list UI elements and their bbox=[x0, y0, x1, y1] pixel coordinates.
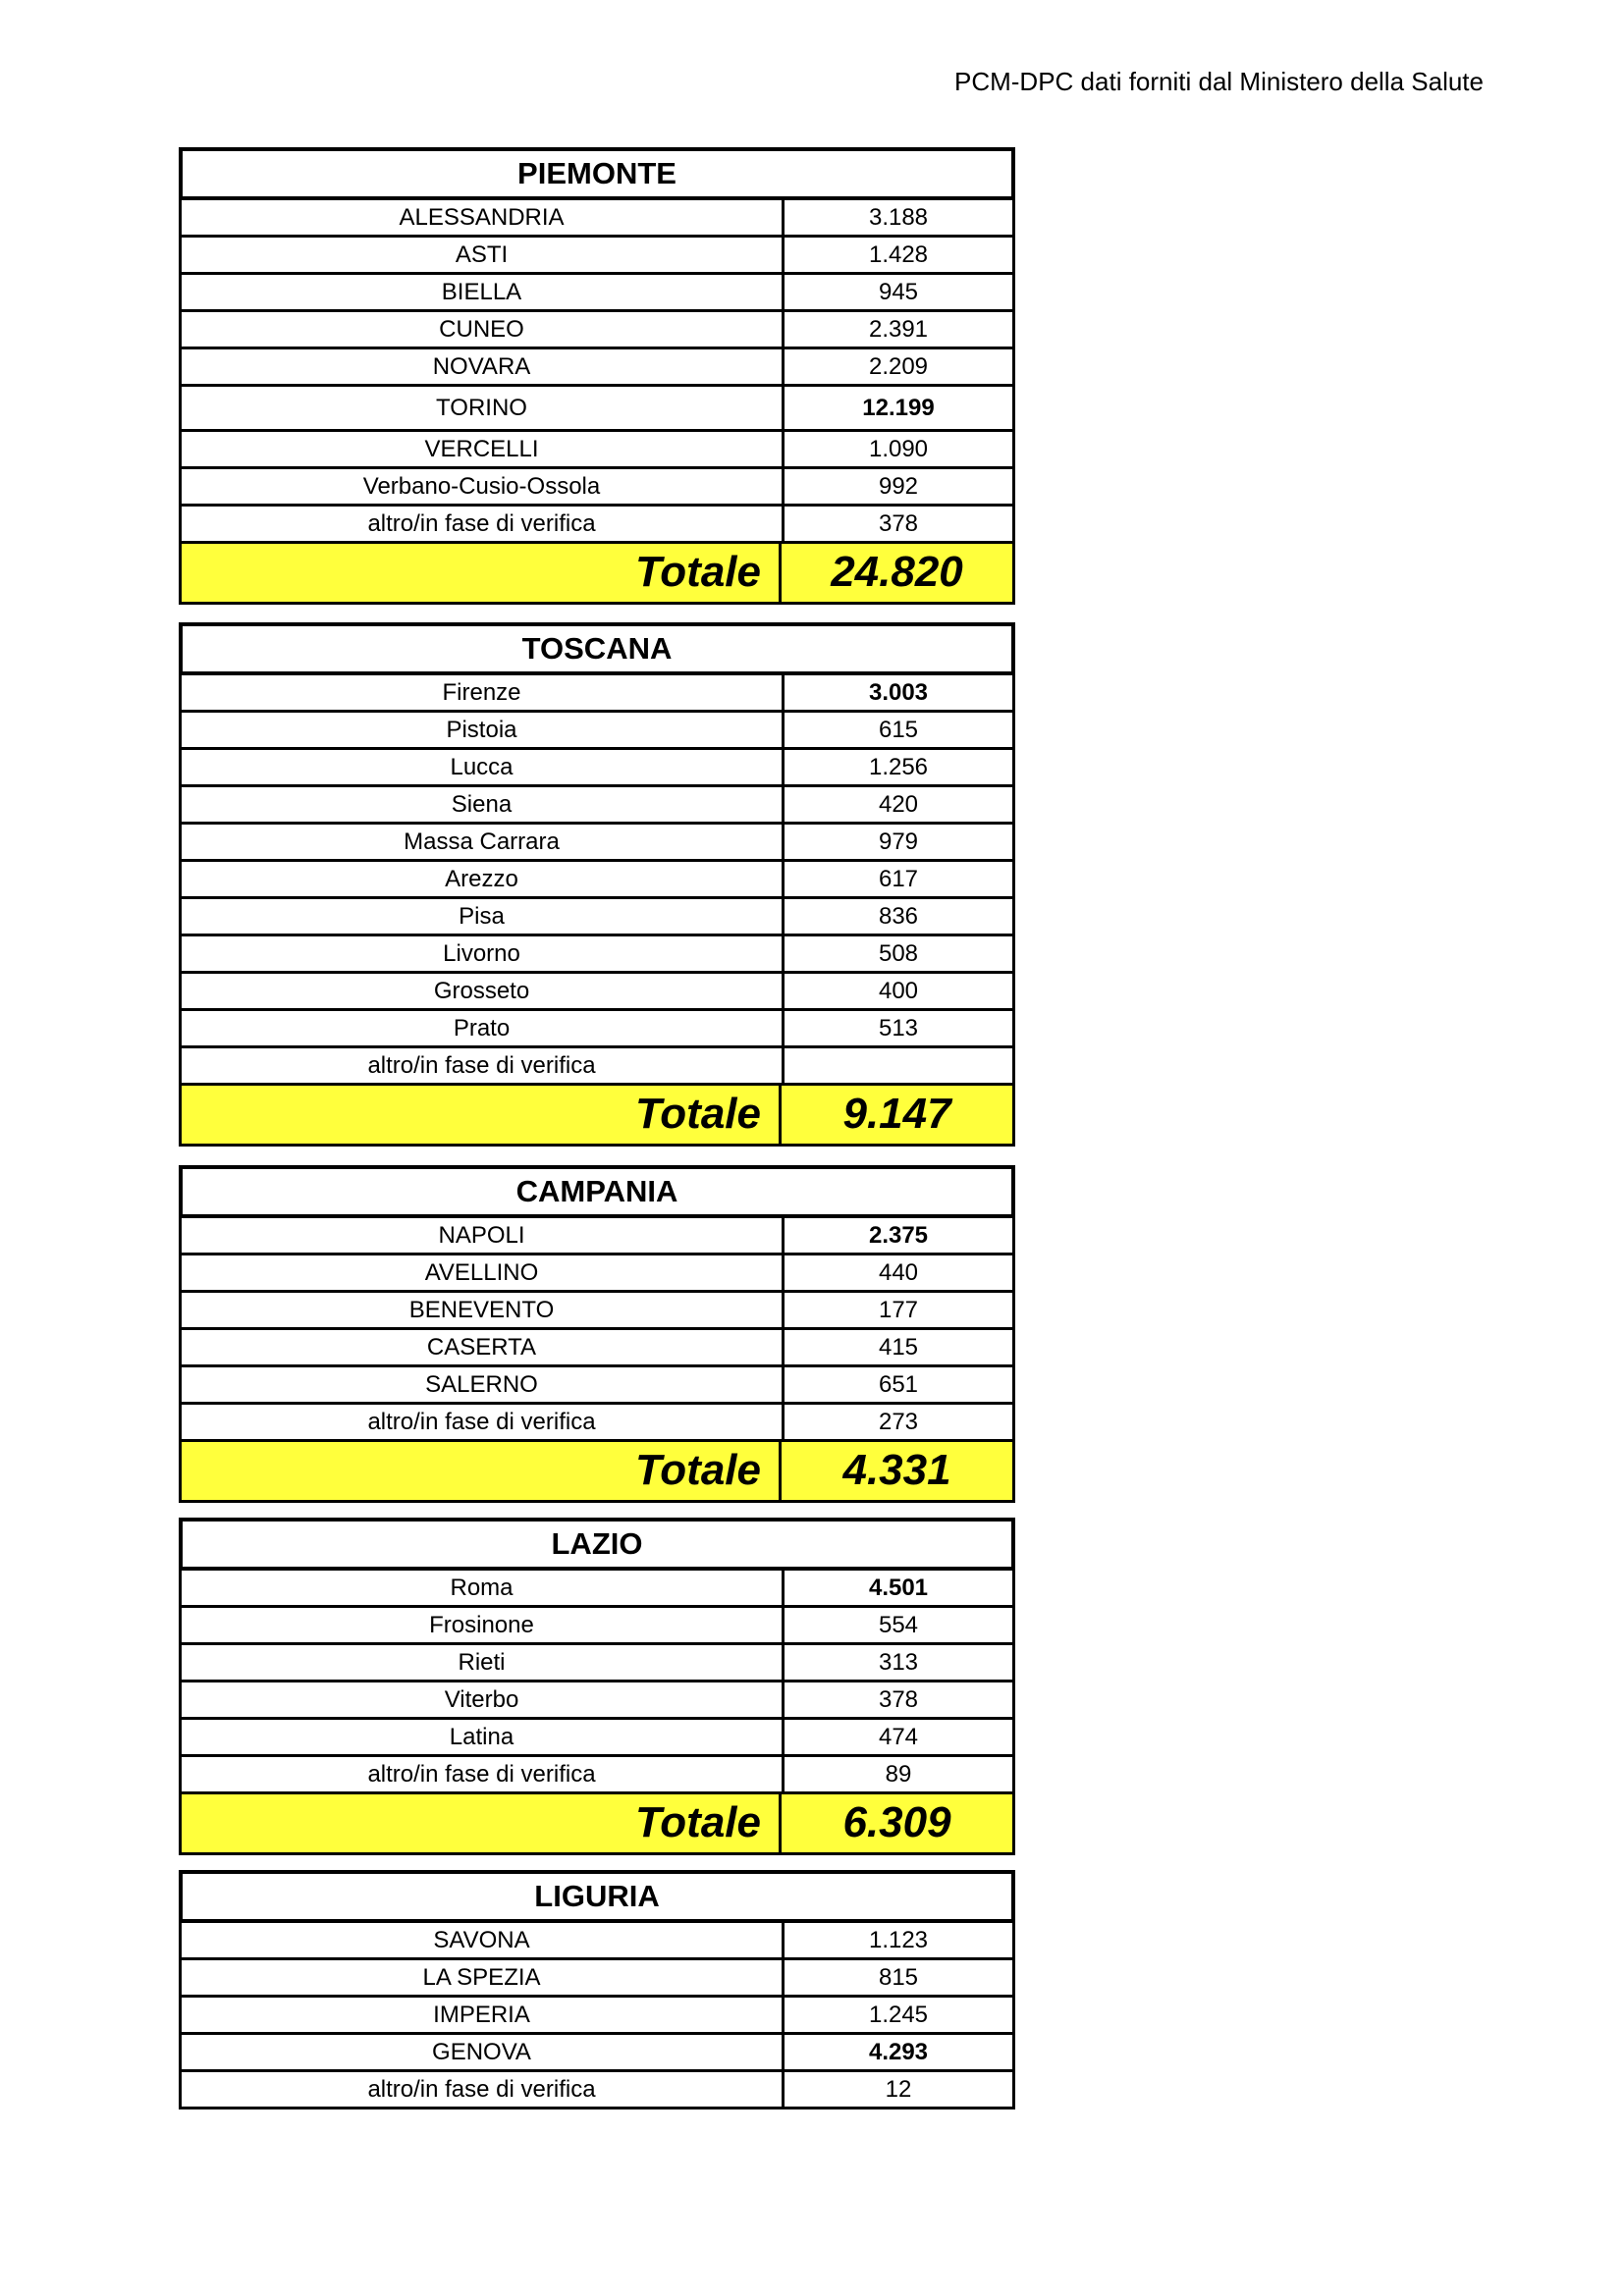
province-value: 440 bbox=[878, 1259, 919, 1286]
total-label: Totale bbox=[182, 1086, 782, 1144]
table-row bbox=[182, 713, 1012, 750]
province-value: 378 bbox=[878, 1686, 919, 1713]
region-table-toscana bbox=[179, 622, 1015, 1147]
province-name: Grosseto bbox=[182, 974, 785, 1008]
province-name: IMPERIA bbox=[182, 1998, 785, 2032]
table-row bbox=[182, 1367, 1012, 1405]
total-value: 9.147 bbox=[842, 1090, 951, 1138]
province-name: BIELLA bbox=[182, 275, 785, 309]
province-name: Firenze bbox=[182, 675, 785, 710]
province-name: altro/in fase di verifica bbox=[182, 2072, 785, 2107]
province-name: Frosinone bbox=[182, 1608, 785, 1642]
region-table-liguria bbox=[179, 1870, 1015, 2109]
region-rows bbox=[179, 1571, 1015, 1794]
province-value: 4.293 bbox=[868, 2039, 929, 2065]
total-row bbox=[179, 544, 1015, 605]
province-name: NOVARA bbox=[182, 349, 785, 384]
province-name: Roma bbox=[182, 1571, 785, 1605]
table-row bbox=[182, 1720, 1012, 1757]
province-name: Prato bbox=[182, 1011, 785, 1045]
province-name: Verbano-Cusio-Ossola bbox=[182, 469, 785, 504]
table-row bbox=[182, 275, 1012, 312]
province-value: 815 bbox=[878, 1964, 919, 1991]
table-row bbox=[182, 2035, 1012, 2072]
total-label: Totale bbox=[182, 544, 782, 602]
region-title: LIGURIA bbox=[179, 1870, 1015, 1923]
province-name: altro/in fase di verifica bbox=[182, 507, 785, 541]
total-label: Totale bbox=[182, 1794, 782, 1852]
province-value: 554 bbox=[878, 1612, 919, 1638]
province-value: 177 bbox=[878, 1297, 919, 1323]
region-title: LAZIO bbox=[179, 1518, 1015, 1571]
province-value: 1.256 bbox=[868, 754, 929, 780]
table-row bbox=[182, 1923, 1012, 1960]
province-value: 4.501 bbox=[868, 1575, 929, 1601]
table-row bbox=[182, 750, 1012, 787]
province-value: 378 bbox=[878, 510, 919, 537]
province-value: 979 bbox=[878, 828, 919, 855]
province-name: ASTI bbox=[182, 238, 785, 272]
table-row bbox=[182, 387, 1012, 432]
table-row bbox=[182, 469, 1012, 507]
province-value: 651 bbox=[878, 1371, 919, 1398]
total-value: 24.820 bbox=[831, 548, 963, 596]
source-note: PCM-DPC dati forniti dal Ministero della Salute bbox=[954, 67, 1484, 96]
province-value: 508 bbox=[878, 940, 919, 967]
province-value: 1.123 bbox=[868, 1927, 929, 1953]
province-value: 3.188 bbox=[868, 204, 929, 231]
table-row bbox=[182, 936, 1012, 974]
province-value: 89 bbox=[885, 1761, 912, 1788]
total-value: 4.331 bbox=[842, 1446, 951, 1494]
table-row bbox=[182, 1330, 1012, 1367]
table-row bbox=[182, 1645, 1012, 1682]
province-value: 1.428 bbox=[868, 241, 929, 268]
province-name: Pisa bbox=[182, 899, 785, 934]
province-name: LA SPEZIA bbox=[182, 1960, 785, 1995]
table-row bbox=[182, 899, 1012, 936]
province-name: altro/in fase di verifica bbox=[182, 1048, 785, 1083]
province-name: Massa Carrara bbox=[182, 825, 785, 859]
table-row bbox=[182, 825, 1012, 862]
province-name: BENEVENTO bbox=[182, 1293, 785, 1327]
table-row bbox=[182, 1960, 1012, 1998]
table-row bbox=[182, 312, 1012, 349]
region-table-campania bbox=[179, 1165, 1015, 1503]
province-name: Lucca bbox=[182, 750, 785, 784]
region-rows bbox=[179, 1923, 1015, 2109]
region-title: TOSCANA bbox=[179, 622, 1015, 675]
table-row bbox=[182, 675, 1012, 713]
province-name: VERCELLI bbox=[182, 432, 785, 466]
province-name: Siena bbox=[182, 787, 785, 822]
province-value: 2.375 bbox=[868, 1222, 929, 1249]
province-value: 615 bbox=[878, 717, 919, 743]
province-value: 313 bbox=[878, 1649, 919, 1676]
province-value: 12 bbox=[885, 2076, 912, 2103]
table-row bbox=[182, 238, 1012, 275]
province-value: 2.391 bbox=[868, 316, 929, 343]
province-name: Latina bbox=[182, 1720, 785, 1754]
table-row bbox=[182, 1608, 1012, 1645]
province-value: 945 bbox=[878, 279, 919, 305]
table-row bbox=[182, 2072, 1012, 2107]
province-name: SALERNO bbox=[182, 1367, 785, 1402]
province-value: 1.245 bbox=[868, 2002, 929, 2028]
province-value: 617 bbox=[878, 866, 919, 892]
province-value: 3.003 bbox=[868, 679, 929, 706]
table-row bbox=[182, 1255, 1012, 1293]
region-rows bbox=[179, 200, 1015, 544]
province-name: TORINO bbox=[182, 387, 785, 429]
province-name: GENOVA bbox=[182, 2035, 785, 2069]
province-name: altro/in fase di verifica bbox=[182, 1405, 785, 1439]
total-value: 6.309 bbox=[842, 1798, 951, 1846]
province-value: 2.209 bbox=[868, 353, 929, 380]
province-name: AVELLINO bbox=[182, 1255, 785, 1290]
province-name: Viterbo bbox=[182, 1682, 785, 1717]
province-value: 12.199 bbox=[862, 395, 935, 421]
region-title: PIEMONTE bbox=[179, 147, 1015, 200]
province-value: 513 bbox=[878, 1015, 919, 1041]
table-row bbox=[182, 432, 1012, 469]
province-value: 415 bbox=[878, 1334, 919, 1361]
table-row bbox=[182, 1405, 1012, 1439]
total-label: Totale bbox=[182, 1442, 782, 1500]
table-row bbox=[182, 974, 1012, 1011]
province-name: NAPOLI bbox=[182, 1218, 785, 1253]
province-name: Livorno bbox=[182, 936, 785, 971]
province-name: SAVONA bbox=[182, 1923, 785, 1957]
region-table-piemonte bbox=[179, 147, 1015, 605]
province-value: 400 bbox=[878, 978, 919, 1004]
province-name: altro/in fase di verifica bbox=[182, 1757, 785, 1791]
table-row bbox=[182, 349, 1012, 387]
table-row bbox=[182, 1293, 1012, 1330]
table-row bbox=[182, 1682, 1012, 1720]
table-row bbox=[182, 1757, 1012, 1791]
table-row bbox=[182, 507, 1012, 541]
province-value: 1.090 bbox=[868, 436, 929, 462]
total-row bbox=[179, 1794, 1015, 1855]
province-value: 474 bbox=[878, 1724, 919, 1750]
table-row bbox=[182, 1011, 1012, 1048]
region-rows bbox=[179, 675, 1015, 1086]
region-title: CAMPANIA bbox=[179, 1165, 1015, 1218]
table-row bbox=[182, 1998, 1012, 2035]
province-value: 273 bbox=[878, 1409, 919, 1435]
table-row bbox=[182, 862, 1012, 899]
province-name: Arezzo bbox=[182, 862, 785, 896]
province-name: CUNEO bbox=[182, 312, 785, 347]
total-row bbox=[179, 1442, 1015, 1503]
table-row bbox=[182, 200, 1012, 238]
province-name: Rieti bbox=[182, 1645, 785, 1680]
table-row bbox=[182, 1218, 1012, 1255]
table-row bbox=[182, 1048, 1012, 1083]
table-row bbox=[182, 787, 1012, 825]
province-value bbox=[785, 1048, 1012, 1083]
province-value: 992 bbox=[878, 473, 919, 500]
province-value: 420 bbox=[878, 791, 919, 818]
province-name: ALESSANDRIA bbox=[182, 200, 785, 235]
province-value: 836 bbox=[878, 903, 919, 930]
province-name: Pistoia bbox=[182, 713, 785, 747]
region-rows bbox=[179, 1218, 1015, 1442]
province-name: CASERTA bbox=[182, 1330, 785, 1364]
total-row bbox=[179, 1086, 1015, 1147]
table-row bbox=[182, 1571, 1012, 1608]
region-table-lazio bbox=[179, 1518, 1015, 1855]
